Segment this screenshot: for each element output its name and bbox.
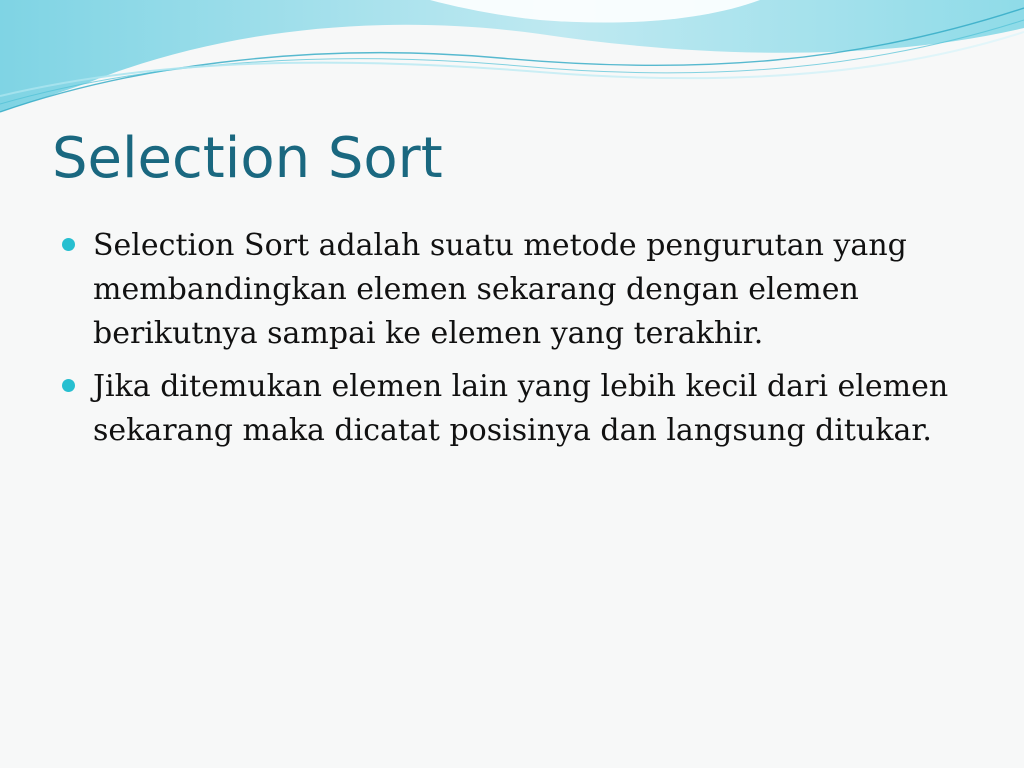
wave-header-decoration xyxy=(0,0,1024,120)
bullet-item xyxy=(62,365,962,453)
bullet-item xyxy=(62,224,962,356)
bullet-dot-icon xyxy=(62,379,75,392)
bullet-text: Jika ditemukan elemen lain yang lebih kecil dari elemen sekarang maka dicatat posisinya dan langsung ditukar. xyxy=(93,369,949,448)
bullet-list xyxy=(62,224,962,462)
slide-title: Selection Sort xyxy=(52,126,443,191)
bullet-text: Selection Sort adalah suatu metode pengurutan yang membandingkan elemen sekarang dengan elemen berikutnya sampai ke elemen yang terakhir. xyxy=(93,228,907,351)
bullet-dot-icon xyxy=(62,238,75,251)
